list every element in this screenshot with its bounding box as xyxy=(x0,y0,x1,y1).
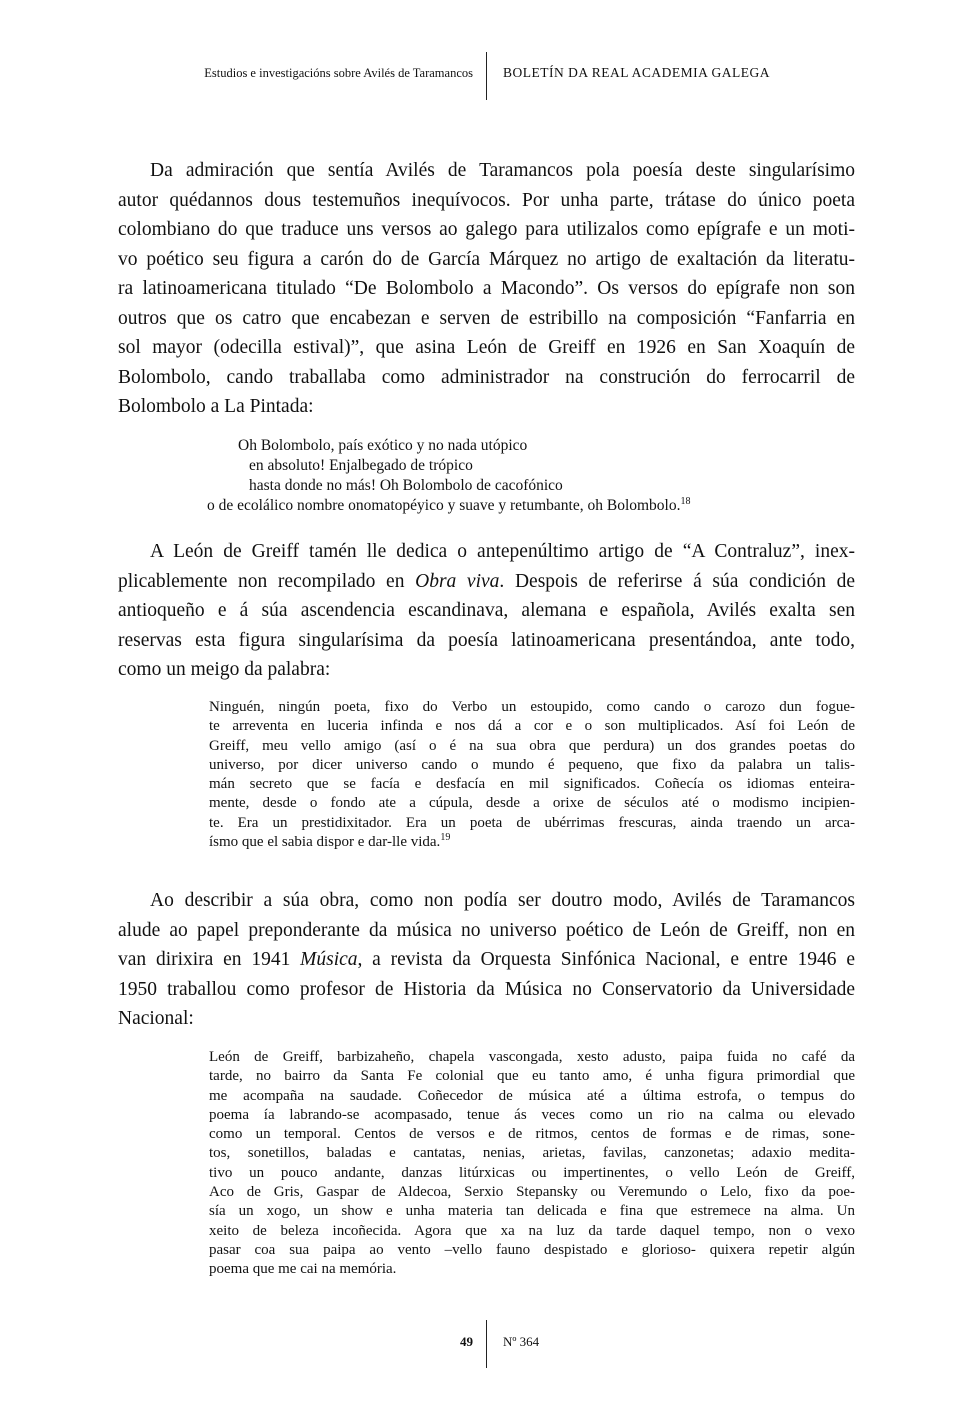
verse-line: en absoluto! Enjalbegado de trópico xyxy=(249,457,473,474)
quote-line: tos, sonetillos, baladas e cantatas, nenias, arietas, favilas, canzonetas; adaxio medita- xyxy=(209,1145,855,1162)
quote-line: te arreventa en luceria infinda e nos dá a cor e o son multiplicados. Así foi León de xyxy=(209,718,855,735)
text-span: , a revista da Orquesta Sinfónica Nacional, e entre 1946 e xyxy=(357,949,855,970)
quote-line: Ninguén, ningún poeta, fixo do Verbo un estoupido, como cando o carozo dun fogue- xyxy=(209,699,855,715)
text-span: van dirixira en 1941 xyxy=(118,949,301,970)
text-line: ra latinoamericana titulado “De Bolombolo a Macondo”. Os versos do epígrafe non son xyxy=(118,278,855,299)
magazine-title-musica: Música xyxy=(300,949,358,970)
verse-line-text: o de ecolálico nombre onomatopéyico y suave y retumbante, oh Bolombolo. xyxy=(207,497,681,514)
quote-line: mán secreto que se facía e desfacía en mil significados. Coñecía os idiomas enteira- xyxy=(209,776,855,793)
quote-line: como un temporal. Centos de versos e de ritmos, centos de formas e de rimas, sone- xyxy=(209,1126,855,1143)
paragraph-2 xyxy=(118,537,855,685)
quote-line xyxy=(209,833,855,852)
page-footer xyxy=(0,1320,975,1370)
book-title-obra-viva: Obra viva xyxy=(415,570,500,592)
quote-line: poema ía labrando-se acompasado, tenue ás veces como un rio na calma ou elevado xyxy=(209,1106,855,1123)
quote-line: universo, por dicer universo cando o mundo é pequeno, que fixo da palabra un talis- xyxy=(209,756,855,773)
footnote-ref-18[interactable]: 18 xyxy=(680,495,691,507)
quote-line: tarde, no bairro da Santa Fe colonial que eu tanto amo, é unha figura primordial que xyxy=(209,1068,855,1085)
quote-line: sía un xogo, un show e unha materia tan delicada e fina que estremece na alma. Un xyxy=(209,1203,855,1220)
footer-divider xyxy=(486,1320,487,1368)
verse-line: hasta donde no más! Oh Bolombolo de cacofónico xyxy=(249,477,563,494)
paragraph-1 xyxy=(118,156,855,422)
header-journal-title: BOLETÍN DA REAL ACADEMIA GALEGA xyxy=(503,65,770,80)
header-section-title: Estudios e investigacións sobre Avilés de Taramancos xyxy=(204,66,473,80)
quote-line: Greiff, meu vello amigo (así o é na sua obra que perdura) un dos grandes poetas do xyxy=(209,737,855,754)
text-line: Nacional: xyxy=(118,1008,194,1029)
text-line: vo poético seu figura a carón do de García Márquez no artigo de exaltación da literatu- xyxy=(118,248,855,270)
quote-line: tivo un pouco andante, danzas litúrxicas ou impertinentes, o vello León de Greiff, xyxy=(209,1164,855,1181)
text-line: antioqueño e á súa ascendencia escandinava, alemana e española, Avilés exalta sen xyxy=(118,600,855,621)
quote-line: Aco de Gris, Gaspar de Aldecoa, Serxio Stepansky ou Veremundo o Lelo, fixo da poe- xyxy=(209,1184,855,1201)
header-divider xyxy=(486,52,487,100)
text-line: Ao describir a súa obra, como non podía ser doutro modo, Avilés de Taramancos xyxy=(150,890,855,911)
quote-line: xeito de beleza incoñecida. Agora que xa na luz da tarde daquel tempo, non o vexo xyxy=(209,1222,855,1239)
footnote-ref-19[interactable]: 19 xyxy=(440,832,451,844)
text-line: como un meigo da palabra: xyxy=(118,659,331,680)
running-header xyxy=(0,52,975,100)
text-line: sol mayor (odecilla estival)”, que asina León de Greiff en 1926 en San Xoaquín de xyxy=(118,337,855,358)
quote-line: pasar coa sua paipa ao vento –vello fauno despistado e glorioso- quixera repetir algún xyxy=(209,1241,855,1258)
text-line: 1950 traballou como profesor de Historia da Música no Conservatorio da Universidade xyxy=(118,978,855,1000)
block-quote-2 xyxy=(209,1048,855,1280)
text-line: outros que os catro que encabezan e serven de estribillo na composición “Fanfarria en xyxy=(118,307,855,329)
text-line: reservas esta figura singularísima da poesía latinoamericana presentándoa, ante todo, xyxy=(118,629,855,651)
text-line: Bolombolo a La Pintada: xyxy=(118,396,314,417)
text-span: plicablemente non recompilado en xyxy=(118,570,416,592)
quote-line: me acompaña na saudade. Coñecedor de música até a última estrofa, o tempus do xyxy=(209,1087,855,1104)
quote-line-text: ísmo que el sabia dispor e dar-lle vida. xyxy=(209,834,441,851)
quote-line: mente, desde o fondo ate a cúpula, desde a orixe de séculos até o modismo incipien- xyxy=(209,795,855,812)
verse-epigraph xyxy=(207,436,691,516)
text-line: Da admiración que sentía Avilés de Taramancos pola poesía deste singularísimo xyxy=(150,160,855,181)
text-line: Bolombolo, cando traballaba como administrador na construción do ferrocarril de xyxy=(118,366,855,388)
paragraph-3 xyxy=(118,886,855,1034)
block-quote-1 xyxy=(209,698,855,852)
text-line: alude ao papel preponderante da música no universo poético de León de Greiff, non en xyxy=(118,919,855,941)
text-line xyxy=(118,945,855,975)
text-line: autor quédannos dous testemuños inequívocos. Por unha parte, trátase do único poeta xyxy=(118,189,855,211)
quote-line: poema que me cai na memória. xyxy=(209,1261,397,1278)
quote-line: te. Era un prestidixitador. Era un poeta de ubérrimas frescuras, ainda traendo un arca- xyxy=(209,814,855,831)
text-line xyxy=(118,567,855,597)
verse-line xyxy=(207,496,691,516)
issue-number: Nº 364 xyxy=(503,1334,540,1349)
quote-line: León de Greiff, barbizaheño, chapela vascongada, xesto adusto, paipa fuida no café da xyxy=(209,1049,855,1065)
page-number: 49 xyxy=(460,1334,473,1349)
verse-line: Oh Bolombolo, país exótico y no nada utópico xyxy=(238,437,528,454)
text-line: colombiano do que traduce uns versos ao galego para utilizalos como epígrafe e un moti- xyxy=(118,219,855,240)
text-span: . Despois de referirse á súa condición de xyxy=(499,570,856,592)
text-line: A León de Greiff tamén lle dedica o antepenúltimo artigo de “A Contraluz”, inex- xyxy=(150,541,855,562)
